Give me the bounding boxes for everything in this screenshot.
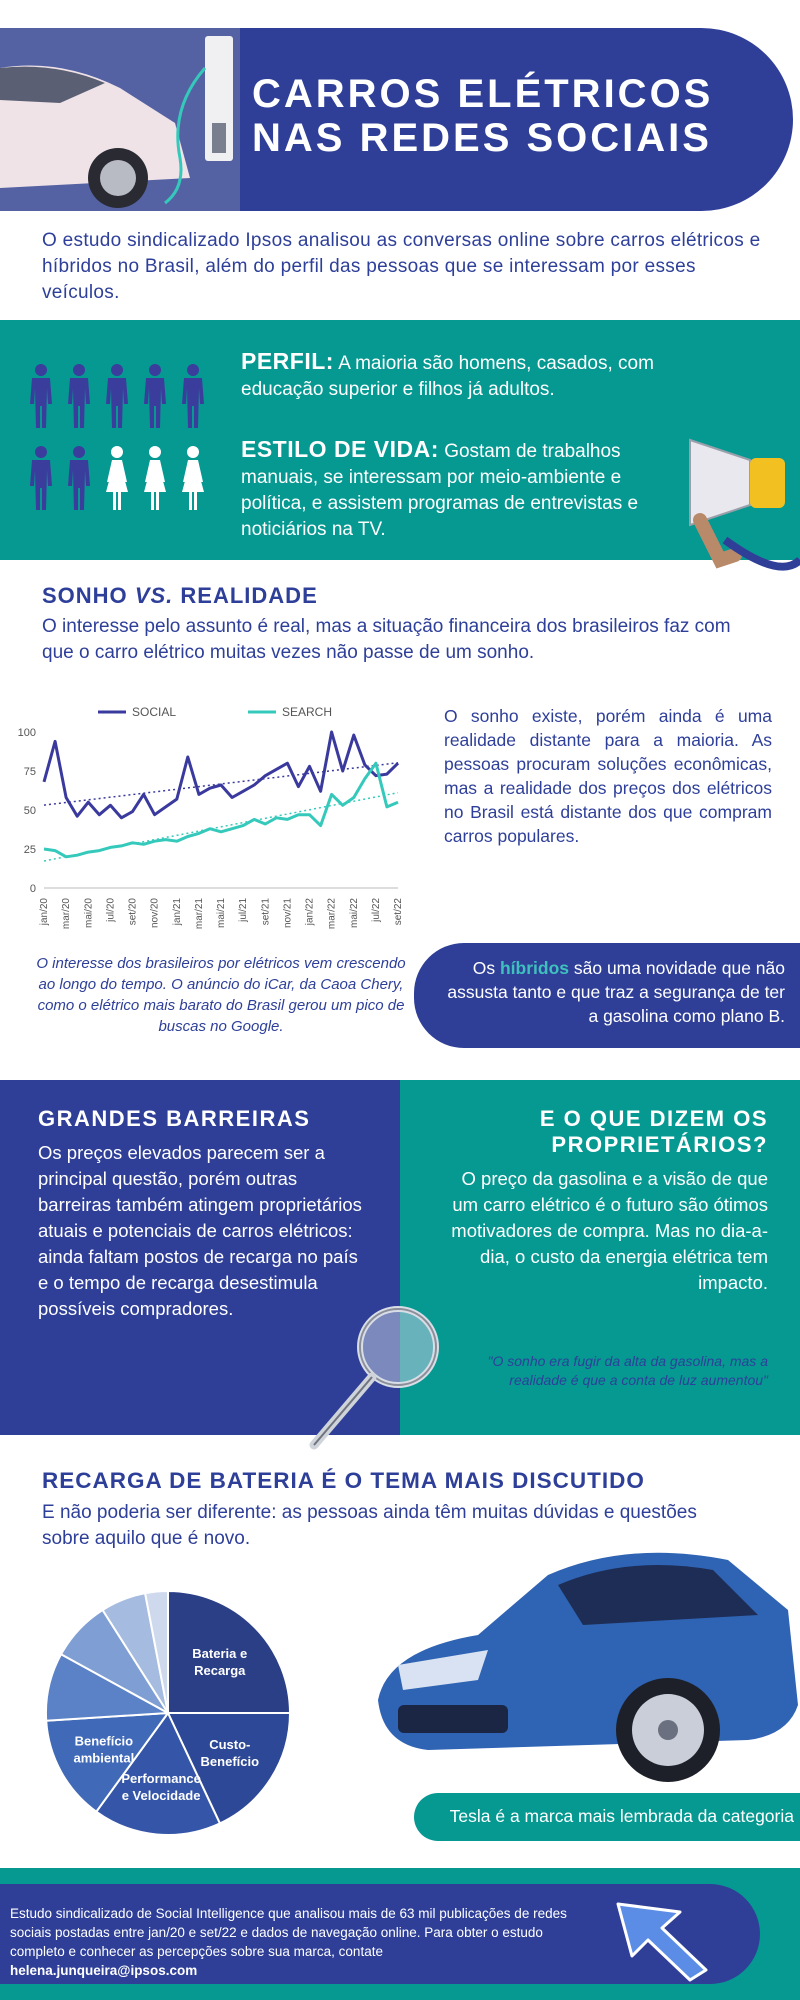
x-tick-label: mai/22	[348, 898, 360, 929]
sonho-subtitle: O interesse pelo assunto é real, mas a situação financeira dos brasileiros faz com que o carro elétrico muitas vezes não passe de um sonho.	[42, 616, 731, 663]
y-tick-label: 0	[29, 883, 36, 895]
male-person-icon	[180, 364, 204, 428]
x-tick-label: mai/20	[83, 898, 95, 929]
pie-label: Recarga	[194, 1663, 246, 1679]
x-tick-label: nov/20	[149, 898, 161, 929]
pie-label: Bateria e	[192, 1646, 248, 1662]
female-person-icon	[142, 446, 166, 510]
megaphone-icon	[680, 420, 800, 600]
pie-label: e Velocidade	[121, 1787, 201, 1803]
recarga-subtitle: E não poderia ser diferente: as pessoas ainda têm muitas dúvidas e questões sobre aquilo que é novo.	[42, 1502, 697, 1549]
x-tick-label: jul/22	[370, 898, 382, 922]
page-title: CARROS ELÉTRICOS NAS REDES SOCIAIS	[252, 72, 714, 160]
sonho-title: SONHO VS. REALIDADE	[42, 583, 318, 608]
perfil-label: PERFIL:	[241, 348, 334, 374]
hibridos-highlight: híbridos	[499, 958, 569, 978]
x-tick-label: jan/20	[39, 898, 50, 926]
male-person-icon	[66, 364, 90, 428]
estilo-block	[241, 436, 681, 543]
legend-label: SOCIAL	[132, 705, 177, 719]
people-pictogram	[28, 364, 218, 514]
pie-label: ambiental	[73, 1750, 135, 1766]
chart-caption: O interesse dos brasileiros por elétricos vem crescendo ao longo do tempo. O anúncio do iCar, da Caoa Chery, como o elétrico mais barato do Brasil gerou um pico de buscas no Google.	[36, 955, 406, 1035]
x-tick-label: nov/21	[282, 898, 294, 929]
male-person-icon	[66, 446, 90, 510]
footer-text: Estudo sindicalizado de Social Intelligence que analisou mais de 63 mil publicações de redes sociais postadas entre jan/20 e set/22 e dados de navegação online. Para obter o estudo completo e conhecer as percepções sobre sua marca, contate helena.junqueira@ipsos.com	[10, 1906, 567, 1978]
pie-label: Benefício	[74, 1733, 134, 1749]
female-person-icon	[180, 446, 204, 510]
proprietarios-title: E O QUE DIZEM OS PROPRIETÁRIOS?	[539, 1106, 768, 1157]
perfil-text: A maioria são homens, casados, com educação superior e filhos já adultos.	[241, 353, 654, 400]
hibridos-text: Os híbridos são uma novidade que não assusta tanto e que traz a segurança de ter a gasolina como plano B.	[447, 958, 785, 1026]
y-tick-label: 100	[17, 727, 36, 739]
charging-car-illustration	[0, 28, 240, 211]
perfil-block	[241, 348, 711, 403]
legend-label: SEARCH	[282, 705, 333, 719]
y-tick-label: 75	[23, 766, 36, 778]
estilo-label: ESTILO DE VIDA:	[241, 436, 439, 462]
male-person-icon	[28, 446, 52, 510]
y-tick-label: 50	[23, 805, 36, 817]
chart-description: O sonho existe, porém ainda é uma realidade distante para a maioria. As pessoas procuram soluções econômicas, mas a realidade dos preços dos elétricos no Brasil está distante dos que compram carros populares.	[444, 706, 772, 846]
male-person-icon	[28, 364, 52, 428]
x-tick-label: mar/21	[193, 898, 205, 930]
cursor-arrow-icon	[610, 1892, 720, 1982]
x-tick-label: mar/22	[326, 898, 338, 930]
x-tick-label: mar/20	[61, 898, 73, 930]
x-tick-label: jul/20	[105, 898, 117, 922]
intro-paragraph: O estudo sindicalizado Ipsos analisou as conversas online sobre carros elétricos e híbridos no Brasil, além do perfil das pessoas que se interessam por esses veículos.	[42, 230, 761, 303]
tesla-text: Tesla é a marca mais lembrada da categoria	[449, 1806, 794, 1826]
male-person-icon	[104, 364, 128, 428]
x-tick-label: jul/21	[238, 898, 250, 922]
female-person-icon	[104, 446, 128, 510]
barreiras-text: Os preços elevados parecem ser a principal questão, porém outras barreiras também atingem proprietários atuais e potenciais de carros elétricos: ainda faltam postos de recarga no país e o tempo de recarga desestimula possíveis compradores.	[38, 1142, 362, 1319]
x-tick-label: set/22	[393, 898, 404, 926]
proprietarios-text: O preço da gasolina e a visão de que um carro elétrico é o futuro são ótimos motivadores de compra. Mas no dia-a-dia, o custo da energia elétrica tem impacto.	[451, 1168, 768, 1293]
topics-pie-chart	[40, 1588, 300, 1838]
pie-label: Benefício	[200, 1754, 260, 1770]
magnifier-icon	[300, 1305, 440, 1455]
recarga-title: RECARGA DE BATERIA É O TEMA MAIS DISCUTIDO	[42, 1468, 645, 1493]
x-tick-label: mai/21	[216, 898, 227, 929]
pie-label: Performance	[121, 1770, 201, 1786]
proprietarios-quote: "O sonho era fugir da alta da gasolina, mas a realidade é que a conta de luz aumentou"	[487, 1353, 768, 1388]
y-tick-label: 25	[23, 844, 36, 856]
x-tick-label: set/21	[260, 898, 272, 926]
interest-line-chart	[8, 692, 408, 942]
male-person-icon	[142, 364, 166, 428]
x-tick-label: jan/22	[304, 898, 316, 926]
pie-label: Custo-	[209, 1737, 251, 1753]
footer-email-link[interactable]: helena.junqueira@ipsos.com	[10, 1963, 198, 1978]
estilo-text: Gostam de trabalhos manuais, se interessam por meio-ambiente e política, e assistem programas de entrevistas e noticiários na TV.	[241, 441, 639, 540]
barreiras-title: GRANDES BARREIRAS	[38, 1106, 311, 1131]
x-tick-label: set/20	[127, 898, 139, 926]
blue-car-illustration	[368, 1530, 800, 1800]
x-tick-label: jan/21	[171, 898, 183, 926]
